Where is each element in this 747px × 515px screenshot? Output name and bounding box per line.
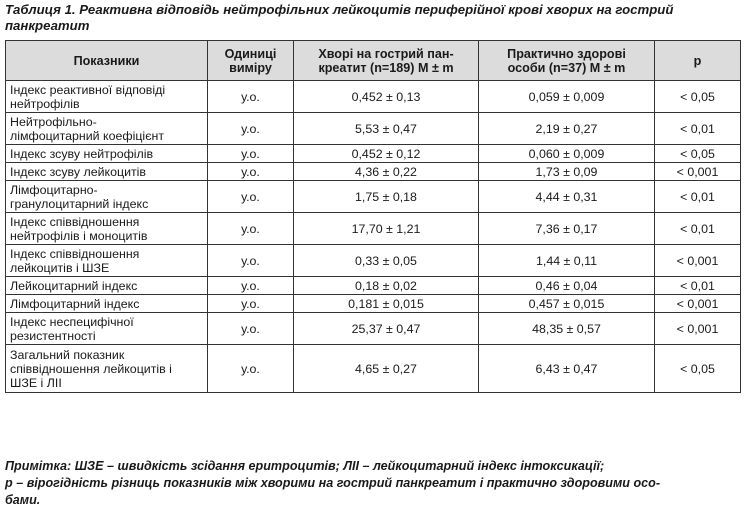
- patients-cell: 4,36 ± 0,22: [294, 163, 479, 181]
- healthy-cell: 0,46 ± 0,04: [479, 277, 655, 295]
- indicator-cell: Загальний показник співвідношення лейкоцитів і ШЗЕ і ЛІІ: [6, 345, 208, 393]
- p-cell: < 0,05: [655, 345, 741, 393]
- patients-cell: 17,70 ± 1,21: [294, 213, 479, 245]
- indicator-cell: Індекс неспецифічної резистентності: [6, 313, 208, 345]
- healthy-cell: 1,44 ± 0,11: [479, 245, 655, 277]
- caption-line: Таблиця 1. Реактивна відповідь нейтрофільних лейкоцитів периферійної крові хворих на гострий: [5, 2, 674, 17]
- unit-cell: у.о.: [208, 313, 294, 345]
- table-row: [6, 345, 741, 393]
- table-row: [6, 181, 741, 213]
- unit-cell: у.о.: [208, 277, 294, 295]
- table-row: [6, 295, 741, 313]
- healthy-cell: 0,060 ± 0,009: [479, 145, 655, 163]
- p-cell: < 0,001: [655, 245, 741, 277]
- patients-cell: 5,53 ± 0,47: [294, 113, 479, 145]
- patients-cell: 25,37 ± 0,47: [294, 313, 479, 345]
- table-row: [6, 145, 741, 163]
- table-row: [6, 277, 741, 295]
- indicator-cell: Лімфоцитарний індекс: [6, 295, 208, 313]
- patients-cell: 0,33 ± 0,05: [294, 245, 479, 277]
- note-line: бами.: [5, 493, 41, 507]
- p-cell: < 0,01: [655, 277, 741, 295]
- header-healthy: Практично здорові особи (n=37) M ± m: [479, 41, 655, 81]
- table-row: [6, 245, 741, 277]
- p-cell: < 0,001: [655, 295, 741, 313]
- indicator-cell: Індекс зсуву нейтрофілів: [6, 145, 208, 163]
- healthy-cell: 1,73 ± 0,09: [479, 163, 655, 181]
- patients-cell: 4,65 ± 0,27: [294, 345, 479, 393]
- healthy-cell: 0,059 ± 0,009: [479, 81, 655, 113]
- table-row: [6, 113, 741, 145]
- header-indicator: Показники: [6, 41, 208, 81]
- unit-cell: у.о.: [208, 145, 294, 163]
- healthy-cell: 4,44 ± 0,31: [479, 181, 655, 213]
- p-cell: < 0,05: [655, 81, 741, 113]
- header-p: p: [655, 41, 741, 81]
- patients-cell: 0,181 ± 0,015: [294, 295, 479, 313]
- indicator-cell: Індекс співвідношення нейтрофілів і моноцитів: [6, 213, 208, 245]
- p-cell: < 0,01: [655, 213, 741, 245]
- table-row: [6, 313, 741, 345]
- unit-cell: у.о.: [208, 181, 294, 213]
- table-header-row: [6, 41, 741, 81]
- indicator-cell: Лімфоцитарно- гранулоцитарний індекс: [6, 181, 208, 213]
- indicator-cell: Індекс реактивної відповіді нейтрофілів: [6, 81, 208, 113]
- healthy-cell: 0,457 ± 0,015: [479, 295, 655, 313]
- p-cell: < 0,01: [655, 113, 741, 145]
- indicator-cell: Нейтрофільно- лімфоцитарний коефіцієнт: [6, 113, 208, 145]
- patients-cell: 1,75 ± 0,18: [294, 181, 479, 213]
- table-row: [6, 213, 741, 245]
- unit-cell: у.о.: [208, 245, 294, 277]
- table-row: [6, 81, 741, 113]
- p-cell: < 0,01: [655, 181, 741, 213]
- p-cell: < 0,05: [655, 145, 741, 163]
- header-unit: Одиниці виміру: [208, 41, 294, 81]
- note-line: р – вірогідність різниць показників між хворими на гострий панкреатит і практично здоровими осо-: [5, 476, 661, 490]
- p-cell: < 0,001: [655, 313, 741, 345]
- indicator-cell: Індекс зсуву лейкоцитів: [6, 163, 208, 181]
- header-patients: Хворі на гострий пан- креатит (n=189) M ± m: [294, 41, 479, 81]
- p-cell: < 0,001: [655, 163, 741, 181]
- table-note: [5, 458, 742, 509]
- note-line: Примітка: ШЗЕ – швидкість зсідання еритроцитів; ЛІІ – лейкоцитарний індекс інтоксикації;: [5, 459, 605, 473]
- healthy-cell: 2,19 ± 0,27: [479, 113, 655, 145]
- unit-cell: у.о.: [208, 213, 294, 245]
- healthy-cell: 6,43 ± 0,47: [479, 345, 655, 393]
- table-caption: [5, 2, 740, 34]
- indicator-cell: Індекс співвідношення лейкоцитів і ШЗЕ: [6, 245, 208, 277]
- unit-cell: у.о.: [208, 113, 294, 145]
- caption-line: панкреатит: [5, 18, 90, 33]
- table-row: [6, 163, 741, 181]
- patients-cell: 0,452 ± 0,13: [294, 81, 479, 113]
- patients-cell: 0,452 ± 0,12: [294, 145, 479, 163]
- unit-cell: у.о.: [208, 81, 294, 113]
- unit-cell: у.о.: [208, 295, 294, 313]
- patients-cell: 0,18 ± 0,02: [294, 277, 479, 295]
- unit-cell: у.о.: [208, 163, 294, 181]
- healthy-cell: 7,36 ± 0,17: [479, 213, 655, 245]
- unit-cell: у.о.: [208, 345, 294, 393]
- healthy-cell: 48,35 ± 0,57: [479, 313, 655, 345]
- indicator-cell: Лейкоцитарний індекс: [6, 277, 208, 295]
- results-table: [5, 40, 741, 393]
